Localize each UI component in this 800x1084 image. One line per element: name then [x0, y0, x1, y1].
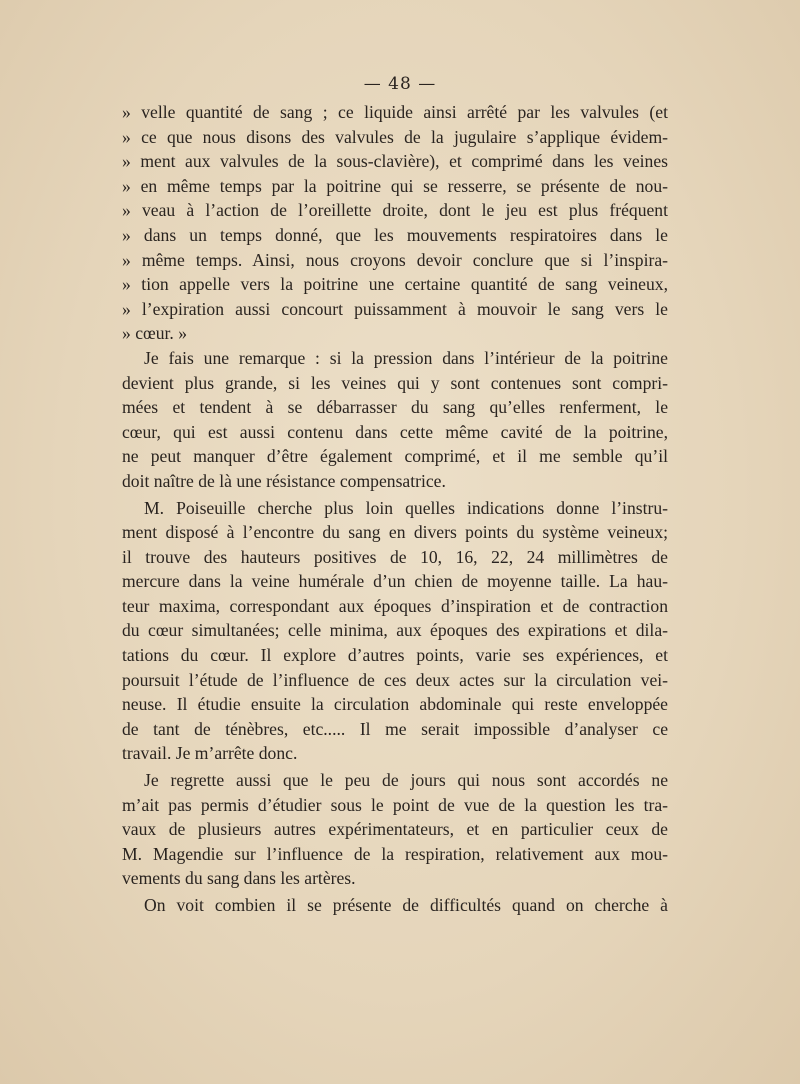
text-line: cœur, qui est aussi contenu dans cette même cavité de la poitrine,	[122, 421, 668, 442]
text-line: vements du sang dans les artères.	[122, 868, 356, 889]
text-line: mercure dans la veine humérale d’un chien de moyenne taille. La hau-	[122, 571, 668, 592]
text-line: mées et tendent à se débarrasser du sang qu’elles renferment, le	[122, 397, 668, 418]
text-line: neuse. Il étudie ensuite la circulation abdominale qui reste enveloppée	[122, 694, 668, 715]
text-line: » veau à l’action de l’oreillette droite, dont le jeu est plus fréquent	[122, 200, 668, 221]
text-line: M. Magendie sur l’influence de la respiration, relativement aux mou-	[122, 843, 668, 864]
text-line: doit naître de là une résistance compensatrice.	[122, 470, 446, 491]
text-line: ne peut manquer d’être également comprimé, et il me semble qu’il	[122, 446, 668, 467]
text-line: » cœur. »	[122, 323, 187, 344]
text-line: » dans un temps donné, que les mouvements respiratoires dans le	[122, 224, 668, 245]
text-line: m’ait pas permis d’étudier sous le point de vue de la question les tra-	[122, 794, 668, 815]
text-line: » ment aux valvules de la sous-clavière), et comprimé dans les veines	[122, 151, 668, 172]
text-line: » même temps. Ainsi, nous croyons devoir conclure que si l’inspira-	[122, 249, 668, 270]
text-line: » l’expiration aussi concourt puissamment à mouvoir le sang vers le	[122, 298, 668, 319]
text-line: du cœur simultanées; celle minima, aux époques des expirations et dila-	[122, 620, 668, 641]
page-number: — 48 —	[363, 74, 437, 94]
paragraph-first-line: On voit combien il se présente de difficultés quand on cherche à	[144, 895, 668, 915]
text-line: teur maxima, correspondant aux époques d’inspiration et de contraction	[122, 595, 668, 616]
text-line: devient plus grande, si les veines qui y sont contenues sont compri-	[122, 372, 668, 393]
text-line: » ce que nous disons des valvules de la jugulaire s’applique évidem-	[122, 126, 668, 147]
text-line: » tion appelle vers la poitrine une certaine quantité de sang veineux,	[122, 274, 668, 295]
text-line: » velle quantité de sang ; ce liquide ainsi arrêté par les valvules (et	[122, 102, 668, 122]
text-line: vaux de plusieurs autres expérimentateurs, et en particulier ceux de	[122, 819, 668, 840]
text-line: poursuit l’étude de l’influence de ces deux actes sur la circulation vei-	[122, 669, 668, 690]
text-line: tations du cœur. Il explore d’autres points, varie ses expériences, et	[122, 645, 668, 666]
paragraph-first-line: M. Poiseuille cherche plus loin quelles indications donne l’instru-	[144, 497, 668, 518]
paragraph-first-line: Je regrette aussi que le peu de jours qui nous sont accordés ne	[144, 770, 668, 791]
text-line: » en même temps par la poitrine qui se resserre, se présente de nou-	[122, 175, 668, 196]
body-text	[122, 100, 668, 918]
text-line: de tant de ténèbres, etc..... Il me serait impossible d’analyser ce	[122, 718, 668, 739]
paragraph-first-line: Je fais une remarque : si la pression dans l’intérieur de la poitrine	[144, 347, 668, 368]
text-line: il trouve des hauteurs positives de 10, 16, 22, 24 millimètres de	[122, 546, 668, 567]
text-line: travail. Je m’arrête donc.	[122, 743, 298, 764]
text-line: ment disposé à l’encontre du sang en divers points du système veineux;	[122, 522, 668, 543]
